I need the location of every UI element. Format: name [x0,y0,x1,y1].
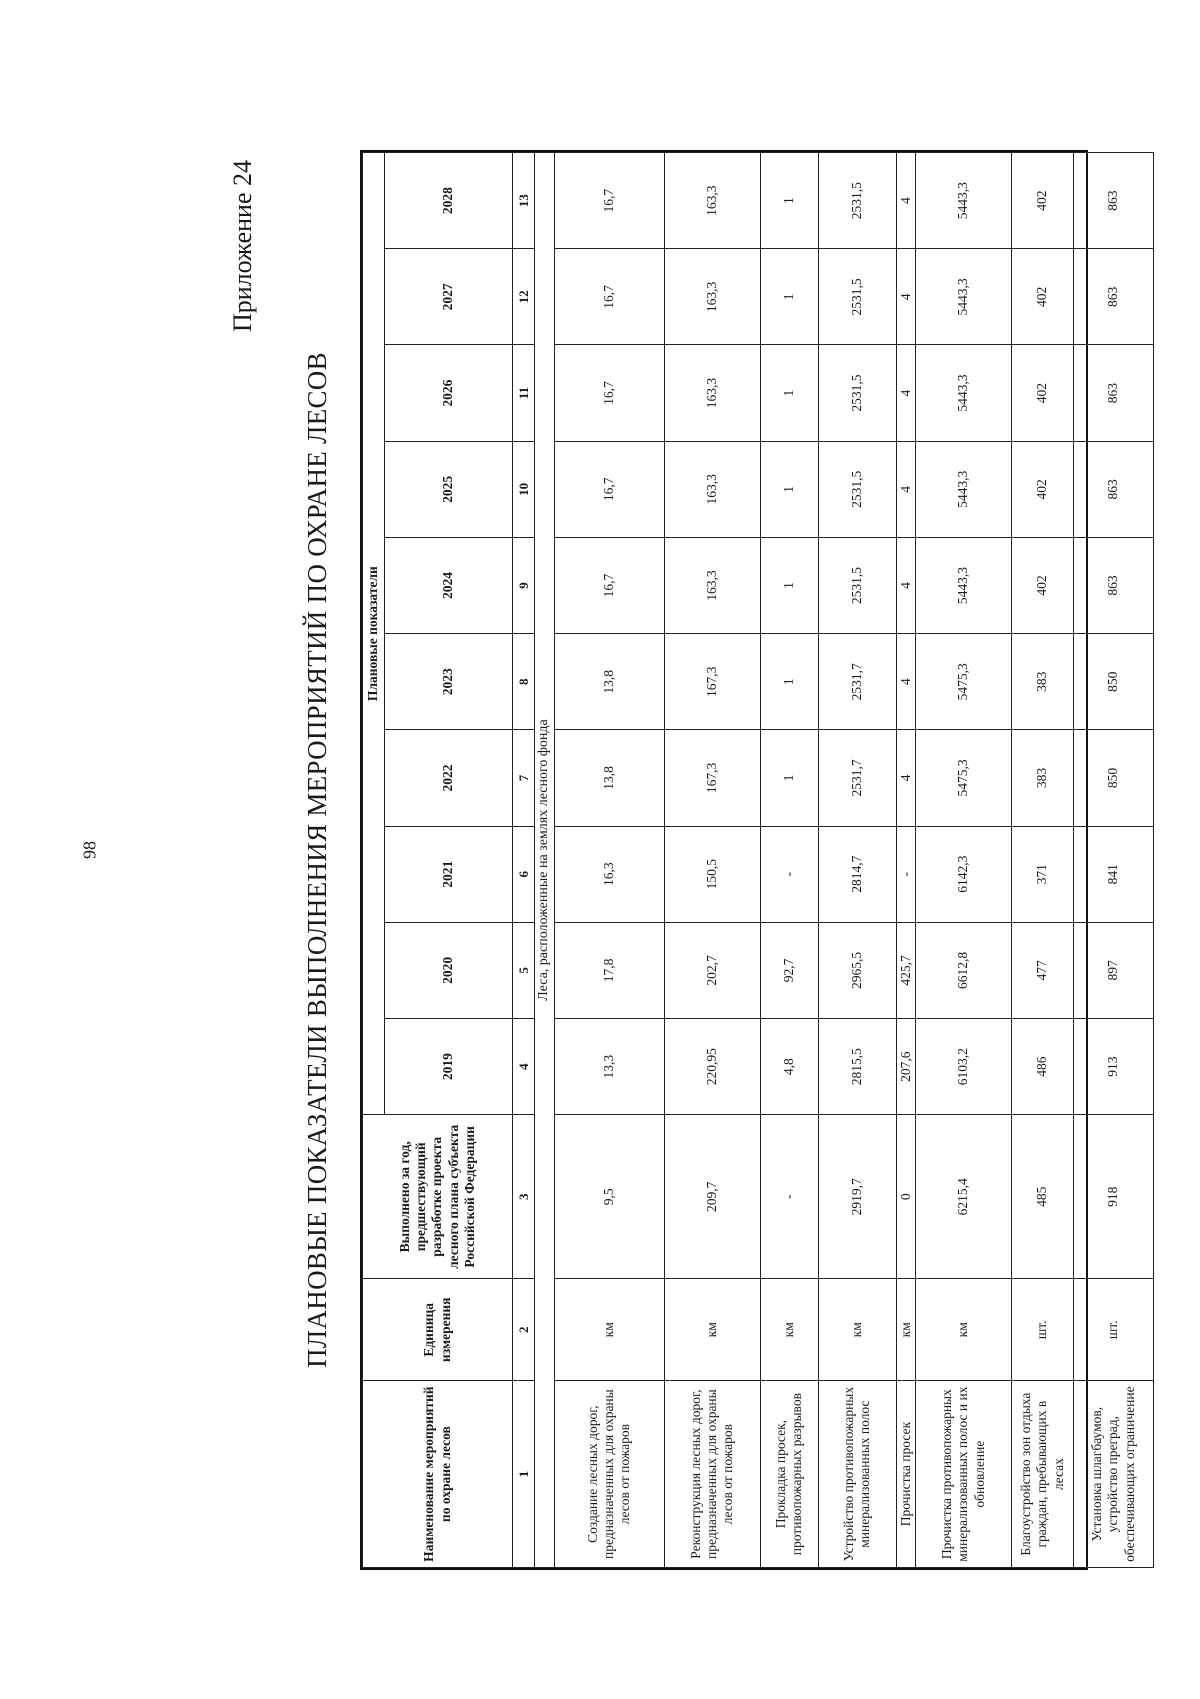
value-cell: 2531,5 [818,345,896,441]
value-cell: 17,8 [554,922,664,1018]
column-number: 1 [513,1381,535,1568]
value-cell: 16,7 [554,345,664,441]
table-row [1073,153,1153,1568]
value-cell: 13,8 [554,634,664,730]
column-number: 3 [513,1115,535,1279]
value-cell: - [896,826,915,922]
table-row [1011,153,1073,1568]
value-cell: 1 [760,249,818,345]
value-cell: - [760,826,818,922]
value-cell: 402 [1011,345,1073,441]
value-cell: 209,7 [664,1115,760,1279]
value-cell: 2531,5 [818,153,896,249]
value-cell: 918 [1073,1115,1153,1279]
unit-cell: км [760,1279,818,1381]
document-title: ПЛАНОВЫЕ ПОКАЗАТЕЛИ ВЫПОЛНЕНИЯ МЕРОПРИЯТИЙ ПО ОХРАНЕ ЛЕСОВ [302,352,332,1368]
value-cell: 2814,7 [818,826,896,922]
value-cell: 207,6 [896,1019,915,1115]
value-cell: 2919,7 [818,1115,896,1279]
value-cell: 4 [896,634,915,730]
header-planned: Плановые показатели [363,153,385,1115]
value-cell: 897 [1073,922,1153,1018]
value-cell: 6103,2 [915,1019,1011,1115]
value-cell: 863 [1073,537,1153,633]
value-cell: 4 [896,730,915,826]
appendix-label: Приложение 24 [228,160,257,333]
value-cell: 5475,3 [915,730,1011,826]
value-cell: 0 [896,1115,915,1279]
unit-cell: км [664,1279,760,1381]
activity-name-cell: Установка шлагбаумов, устройство преград, обеспечивающих ограничение [1073,1381,1153,1568]
value-cell: 163,3 [664,249,760,345]
section-row [535,153,555,1568]
header-year: 2028 [385,153,513,249]
value-cell: 863 [1073,153,1153,249]
table-row [554,153,664,1568]
value-cell: 6612,8 [915,922,1011,1018]
value-cell: 5443,3 [915,441,1011,537]
value-cell: 4 [896,249,915,345]
value-cell: 2815,5 [818,1019,896,1115]
value-cell: 2531,5 [818,441,896,537]
value-cell: 9,5 [554,1115,664,1279]
value-cell: 5443,3 [915,153,1011,249]
value-cell: 4,8 [760,1019,818,1115]
header-year: 2021 [385,826,513,922]
unit-cell: шт. [1011,1279,1073,1381]
table-row [915,153,1011,1568]
column-number: 11 [513,345,535,441]
value-cell: 6142,3 [915,826,1011,922]
header-name: Наименование мероприятий по охране лесов [363,1381,513,1568]
value-cell: 163,3 [664,345,760,441]
value-cell: 402 [1011,249,1073,345]
value-cell: 13,3 [554,1019,664,1115]
value-cell: 167,3 [664,730,760,826]
value-cell: 402 [1011,441,1073,537]
value-cell: 4 [896,345,915,441]
column-number: 10 [513,441,535,537]
value-cell: 163,3 [664,441,760,537]
unit-cell: км [554,1279,664,1381]
value-cell: 486 [1011,1019,1073,1115]
header-year: 2020 [385,922,513,1018]
column-number: 13 [513,153,535,249]
value-cell: 1 [760,634,818,730]
value-cell: 6215,4 [915,1115,1011,1279]
value-cell: 1 [760,153,818,249]
value-cell: 4 [896,441,915,537]
column-number: 7 [513,730,535,826]
page-number: 98 [79,841,100,859]
column-number-row [513,153,535,1568]
column-number: 2 [513,1279,535,1381]
value-cell: 4 [896,153,915,249]
value-cell: 92,7 [760,922,818,1018]
header-year: 2027 [385,249,513,345]
table-row [818,153,896,1568]
value-cell: 16,3 [554,826,664,922]
value-cell: 16,7 [554,153,664,249]
value-cell: 863 [1073,249,1153,345]
activity-name-cell: Устройство противопожарных минерализованных полос [818,1381,896,1568]
unit-cell: км [915,1279,1011,1381]
value-cell: 163,3 [664,153,760,249]
value-cell: 5443,3 [915,249,1011,345]
activity-name-cell: Реконструкция лесных дорог, предназначенных для охраны лесов от пожаров [664,1381,760,1568]
value-cell: 402 [1011,153,1073,249]
activity-name-cell: Создание лесных дорог, предназначенных для охраны лесов от пожаров [554,1381,664,1568]
value-cell: 2531,5 [818,537,896,633]
value-cell: 1 [760,441,818,537]
value-cell: 425,7 [896,922,915,1018]
value-cell: 477 [1011,922,1073,1018]
value-cell: 863 [1073,441,1153,537]
header-unit: Единица измерения [363,1279,513,1381]
value-cell: 913 [1073,1019,1153,1115]
value-cell: 202,7 [664,922,760,1018]
value-cell: - [760,1115,818,1279]
value-cell: 485 [1011,1115,1073,1279]
column-number: 9 [513,537,535,633]
table-row [664,153,760,1568]
header-done: Выполнено за год, предшествующий разработке проекта лесного плана субъекта Российской Федерации [363,1115,513,1279]
value-cell: 402 [1011,537,1073,633]
table-row [896,153,915,1568]
value-cell: 5475,3 [915,634,1011,730]
value-cell: 13,8 [554,730,664,826]
column-number: 4 [513,1019,535,1115]
value-cell: 4 [896,537,915,633]
value-cell: 2531,7 [818,634,896,730]
forest-protection-table [360,150,1137,1570]
header-year: 2026 [385,345,513,441]
value-cell: 1 [760,730,818,826]
value-cell: 163,3 [664,537,760,633]
unit-cell: км [818,1279,896,1381]
column-number: 6 [513,826,535,922]
value-cell: 2531,5 [818,249,896,345]
value-cell: 150,5 [664,826,760,922]
value-cell: 16,7 [554,249,664,345]
activity-name-cell: Прочистка противопожарных минерализованных полос и их обновление [915,1381,1011,1568]
value-cell: 841 [1073,826,1153,922]
activity-name-cell: Благоустройство зон отдыха граждан, пребывающих в лесах [1011,1381,1073,1568]
value-cell: 1 [760,537,818,633]
value-cell: 220,95 [664,1019,760,1115]
activity-name-cell: Прокладка просек, противопожарных разрывов [760,1381,818,1568]
activity-name-cell: Прочистка просек [896,1381,915,1568]
rotated-page-content [210,150,1137,1570]
unit-cell: шт. [1073,1279,1153,1381]
value-cell: 2531,7 [818,730,896,826]
header-year: 2023 [385,634,513,730]
header-year: 2022 [385,730,513,826]
value-cell: 1 [760,345,818,441]
value-cell: 16,7 [554,537,664,633]
value-cell: 16,7 [554,441,664,537]
header-year: 2025 [385,441,513,537]
value-cell: 167,3 [664,634,760,730]
column-number: 8 [513,634,535,730]
table-body [535,153,1154,1568]
value-cell: 850 [1073,634,1153,730]
value-cell: 383 [1011,634,1073,730]
value-cell: 863 [1073,345,1153,441]
section-label: Леса, расположенные на землях лесного фонда [535,153,555,1568]
header-year: 2024 [385,537,513,633]
value-cell: 5443,3 [915,537,1011,633]
value-cell: 850 [1073,730,1153,826]
value-cell: 5443,3 [915,345,1011,441]
unit-cell: км [896,1279,915,1381]
value-cell: 371 [1011,826,1073,922]
table-row [760,153,818,1568]
column-number: 5 [513,922,535,1018]
value-cell: 2965,5 [818,922,896,1018]
header-year: 2019 [385,1019,513,1115]
column-number: 12 [513,249,535,345]
value-cell: 383 [1011,730,1073,826]
